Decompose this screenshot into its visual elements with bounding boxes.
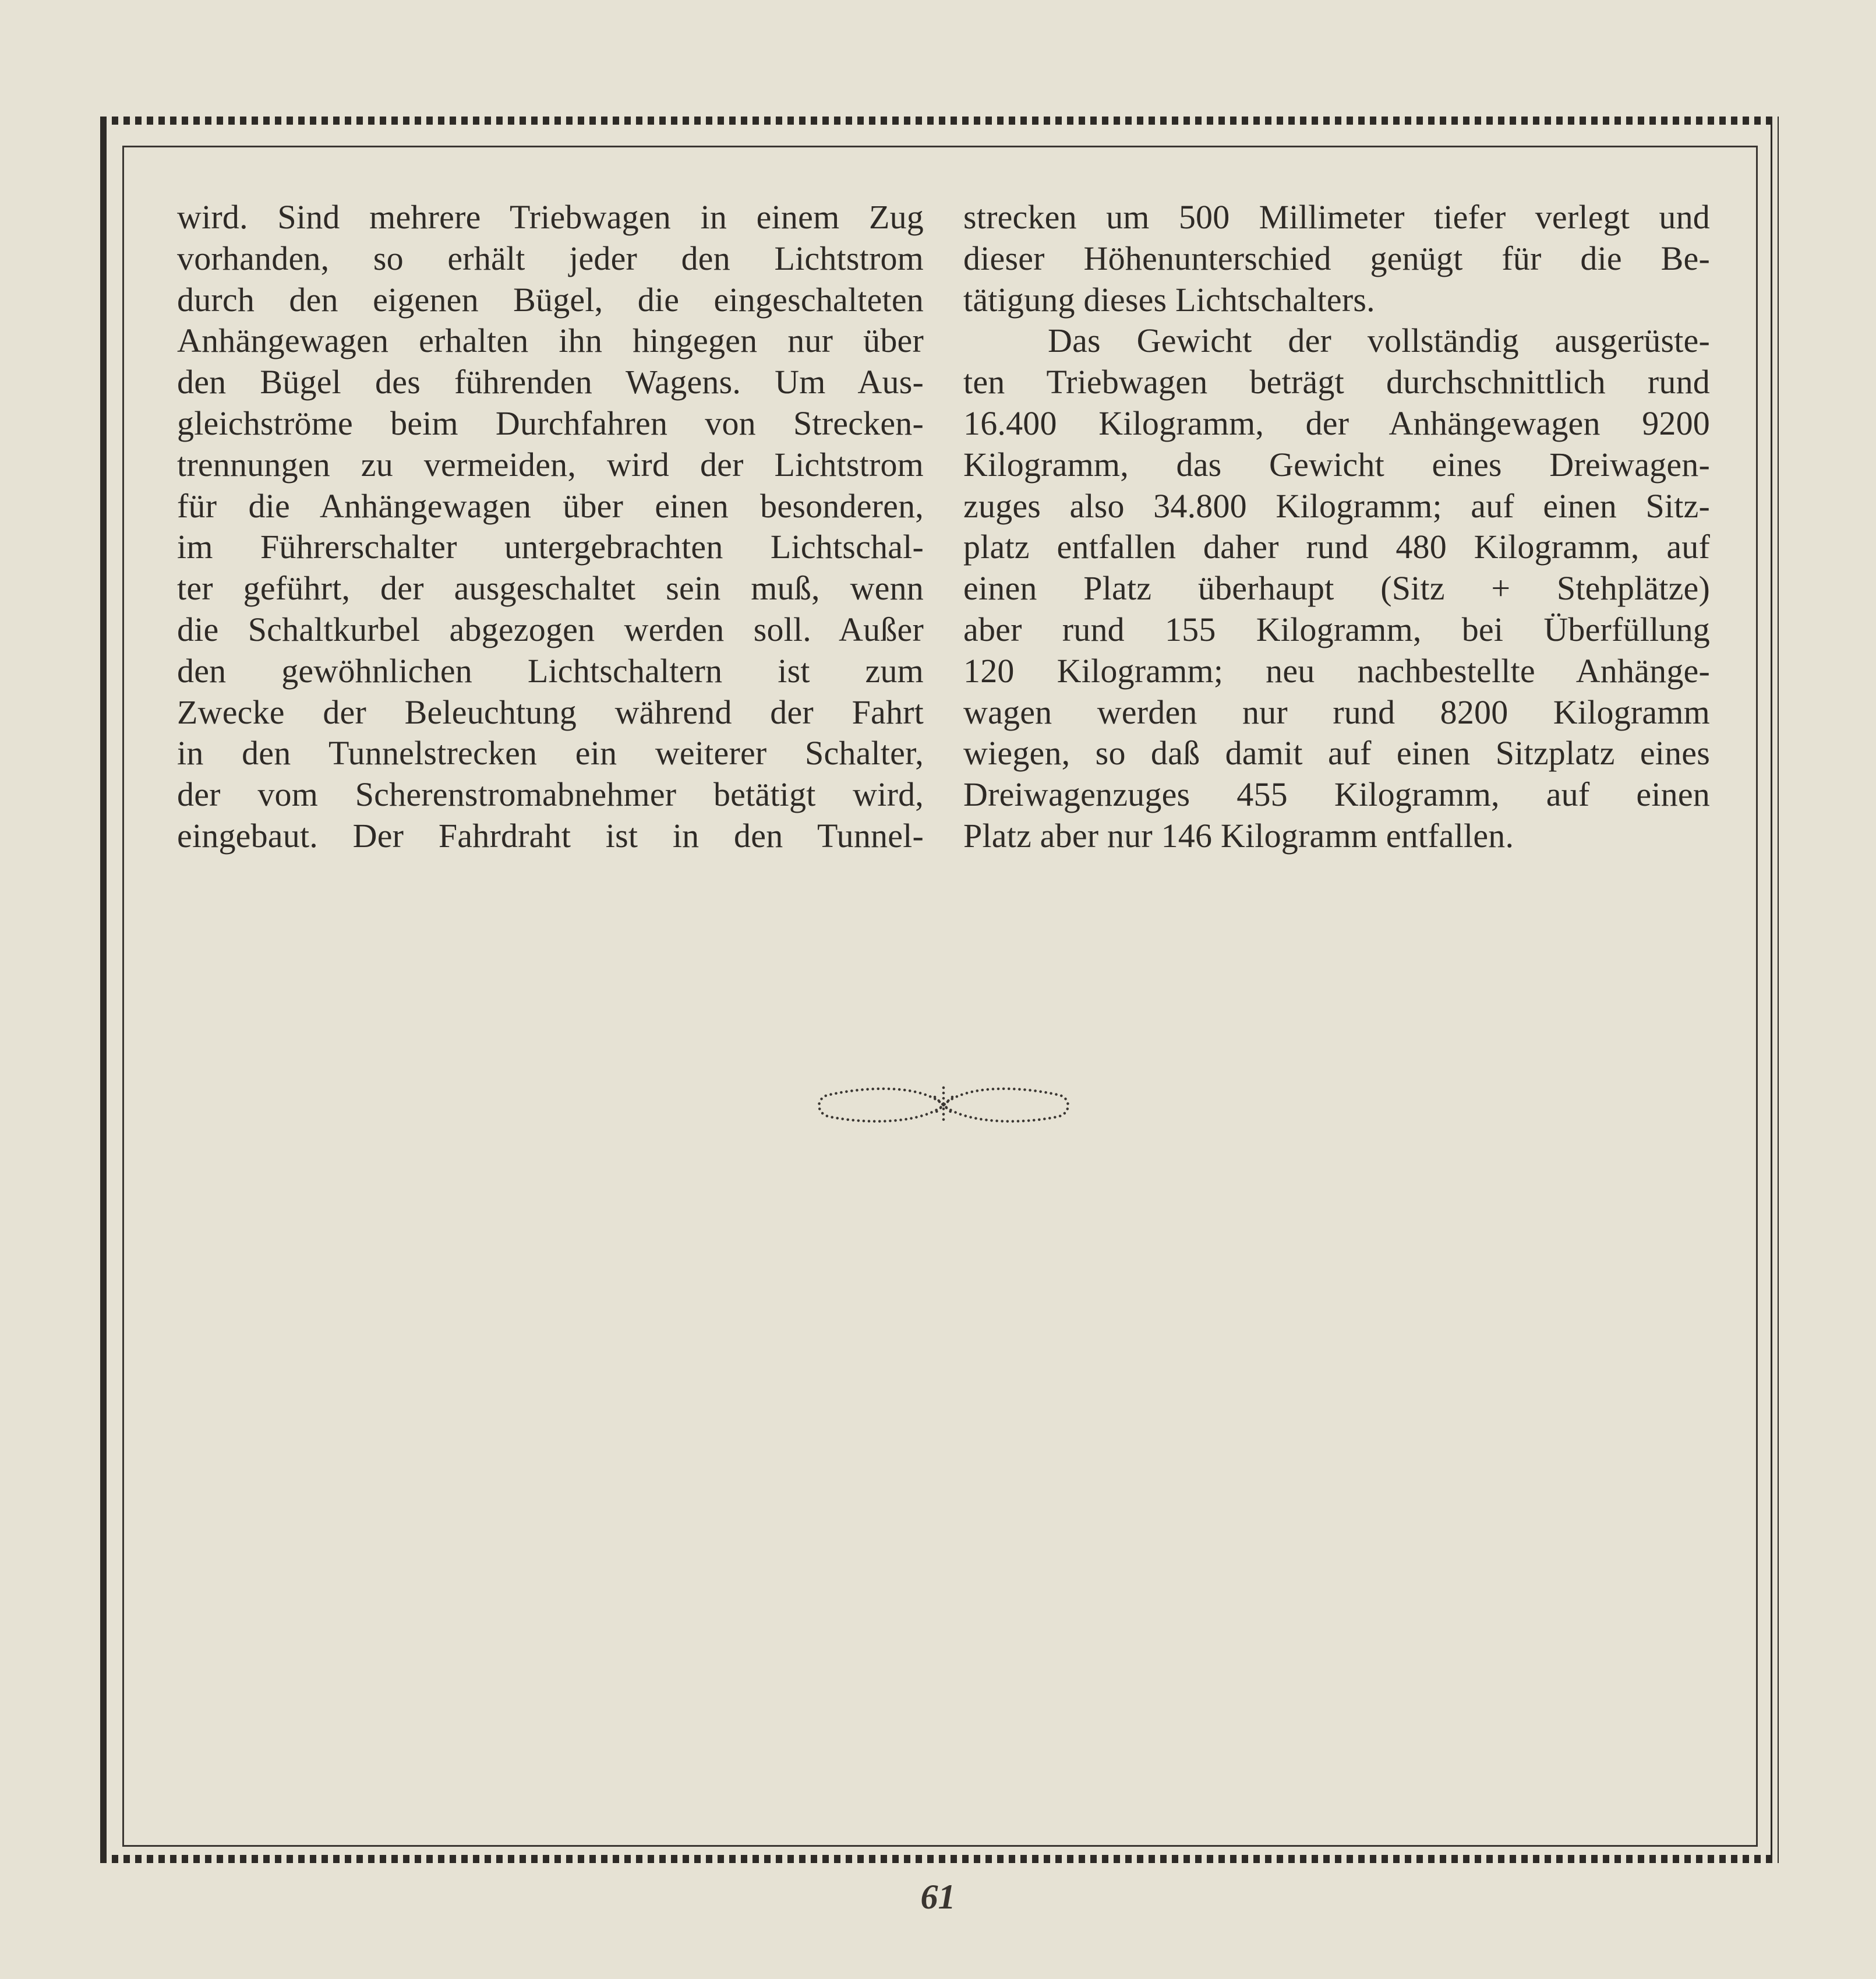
- text-line: wird. Sind mehrere Triebwagen in einem Zug: [177, 198, 924, 236]
- text-line: in den Tunnelstrecken ein weiterer Schalter,: [177, 734, 924, 772]
- text-line: ter geführt, der ausgeschaltet sein muß, wenn: [177, 569, 924, 608]
- text-line: gleichströme beim Durchfahren von Strecken-: [177, 404, 924, 442]
- page-number: 61: [920, 1878, 956, 1916]
- text-line: Anhängewagen erhalten ihn hingegen nur über: [177, 322, 924, 360]
- text-line: im Führerschalter untergebrachten Lichtschal-: [177, 528, 924, 566]
- text-line: Platz aber nur 146 Kilogramm entfallen.: [963, 816, 1514, 855]
- text-line: wiegen, so daß damit auf einen Sitzplatz eines: [963, 734, 1710, 772]
- text-line: zuges also 34.800 Kilogramm; auf einen Sitz-: [963, 486, 1710, 525]
- text-line: aber rund 155 Kilogramm, bei Überfüllung: [963, 610, 1710, 648]
- text-line: trennungen zu vermeiden, wird der Lichtstrom: [177, 445, 924, 484]
- text-line: Zwecke der Beleuchtung während der Fahrt: [177, 693, 924, 731]
- text-line: einen Platz überhaupt (Sitz + Stehplätze): [963, 569, 1710, 608]
- text-line: wagen werden nur rund 8200 Kilogramm: [963, 693, 1710, 731]
- text-column-left: [177, 197, 924, 857]
- dotted-scroll-ornament-icon: [815, 1081, 1072, 1130]
- text-line: platz entfallen daher rund 480 Kilogramm, auf: [963, 528, 1710, 566]
- text-line: den gewöhnlichen Lichtschaltern ist zum: [177, 651, 924, 690]
- text-line: durch den eigenen Bügel, die eingeschalteten: [177, 280, 924, 319]
- text-line: vorhanden, so erhält jeder den Lichtstrom: [177, 239, 924, 277]
- text-line: strecken um 500 Millimeter tiefer verlegt und: [963, 198, 1710, 236]
- text-line: Kilogramm, das Gewicht eines Dreiwagen-: [963, 445, 1710, 484]
- text-line: die Schaltkurbel abgezogen werden soll. Außer: [177, 610, 924, 648]
- text-line: den Bügel des führenden Wagens. Um Aus-: [177, 363, 924, 401]
- text-line: Dreiwagenzuges 455 Kilogramm, auf einen: [963, 775, 1710, 814]
- text-line: 120 Kilogramm; neu nachbestellte Anhänge-: [963, 651, 1710, 690]
- text-line: für die Anhängewagen über einen besonderen,: [177, 486, 924, 525]
- text-line: dieser Höhenunterschied genügt für die Be-: [963, 239, 1710, 277]
- text-line: 16.400 Kilogramm, der Anhängewagen 9200: [963, 404, 1710, 442]
- text-line: Das Gewicht der vollständig ausgerüste-: [1048, 322, 1710, 360]
- text-line: tätigung dieses Lichtschalters.: [963, 280, 1375, 319]
- text-line: ten Triebwagen beträgt durchschnittlich rund: [963, 363, 1710, 401]
- text-line: eingebaut. Der Fahrdraht ist in den Tunnel-: [177, 816, 924, 855]
- text-line: der vom Scherenstromabnehmer betätigt wird,: [177, 775, 924, 814]
- text-column-right: [963, 197, 1710, 857]
